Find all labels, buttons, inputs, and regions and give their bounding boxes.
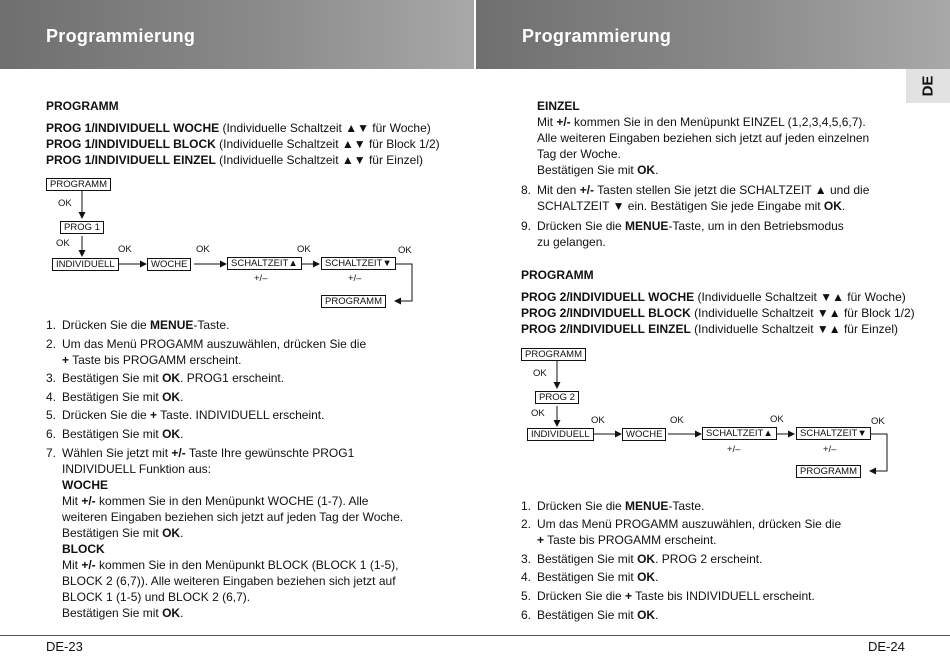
- list-item: 6. Bestätigen Sie mit OK.: [521, 607, 659, 622]
- diagram-woche-box: WOCHE: [622, 428, 666, 441]
- diagram-woche-box: WOCHE: [147, 258, 191, 271]
- diagram-ok-label: OK: [531, 407, 545, 419]
- diagram-ok-label: OK: [533, 367, 547, 379]
- diagram-schaltzeit-down-box: SCHALTZEIT▼: [796, 427, 871, 440]
- list-item: 7. Wählen Sie jetzt mit +/- Taste Ihre gewünschte PROG1 INDIVIDUELL Funktion aus: WOCHE Mit +/- kommen Sie in den Menüpunkt WOCHE (1-7). Alle weiteren Eingaben beziehen sich jetzt auf jeden Tag der Woche. Bestätigen Sie mit OK. BLOCK Mit +/- kommen Sie in den Menüpunkt BLOCK (BLOCK 1 (1-5), BLOCK 2 (6,7)). Alle weiteren Eingaben beziehen sich jetzt auf BLOCK 1 (1-5) und BLOCK 2 (6,7). Bestätigen Sie mit OK.: [46, 445, 404, 620]
- language-tab: [906, 69, 950, 103]
- right-flow-diagram: [521, 348, 901, 486]
- left-flow-arrows: [46, 178, 426, 313]
- diagram-prog-box: PROG 2: [535, 391, 579, 404]
- right-page-header: [476, 0, 950, 69]
- diagram-plusminus-label: +/–: [823, 443, 837, 455]
- right-prog-line: PROG 2/INDIVIDUELL BLOCK (Individuelle Schaltzeit ▼▲ für Block 1/2): [521, 305, 915, 320]
- diagram-schaltzeit-up-box: SCHALTZEIT▲: [227, 257, 302, 270]
- block-heading: BLOCK: [62, 541, 105, 556]
- woche-heading: WOCHE: [62, 477, 108, 492]
- right-steps-list: [521, 498, 906, 623]
- right-header-title: Programmierung: [522, 26, 672, 46]
- list-item: 9. Drücken Sie die MENUE-Taste, um in den Betriebsmodus zu gelangen.: [521, 219, 844, 249]
- list-item: 3. Bestätigen Sie mit OK. PROG1 erscheint.: [46, 371, 285, 386]
- diagram-plusminus-label: +/–: [727, 443, 741, 455]
- left-page-header: [0, 0, 474, 69]
- diagram-schaltzeit-down-box: SCHALTZEIT▼: [321, 257, 396, 270]
- diagram-ok-label: OK: [56, 238, 70, 249]
- left-flow-diagram: [46, 178, 426, 313]
- left-prog-line: PROG 1/INDIVIDUELL WOCHE (Individuelle Schaltzeit ▲▼ für Woche): [46, 121, 431, 135]
- list-item: 4. Bestätigen Sie mit OK.: [521, 570, 659, 585]
- diagram-individuell-box: INDIVIDUELL: [52, 258, 119, 271]
- diagram-ok-label: OK: [398, 245, 412, 256]
- left-header-title: Programmierung: [46, 26, 196, 46]
- diagram-ok-label: OK: [591, 414, 605, 426]
- list-item: 2. Um das Menü PROGAMM auszuwählen, drücken Sie die + Taste bis PROGAMM erscheint.: [521, 517, 842, 548]
- diagram-ok-label: OK: [670, 414, 684, 426]
- diagram-ok-label: OK: [297, 244, 311, 255]
- right-section-heading: PROGRAMM: [521, 267, 594, 282]
- diagram-individuell-box: INDIVIDUELL: [527, 428, 594, 441]
- footer-rule: [0, 635, 950, 636]
- diagram-ok-label: OK: [196, 244, 210, 255]
- list-item: 1. Drücken Sie die MENUE-Taste.: [46, 318, 230, 332]
- list-item: 3. Bestätigen Sie mit OK. PROG 2 erscheint.: [521, 551, 763, 566]
- right-steps-list-top: [521, 182, 906, 250]
- list-item: 6. Bestätigen Sie mit OK.: [46, 426, 184, 441]
- right-page-number: DE-24: [868, 639, 905, 654]
- left-prog-line: PROG 1/INDIVIDUELL EINZEL (Individuelle Schaltzeit ▲▼ für Einzel): [46, 153, 423, 167]
- diagram-ok-label: OK: [871, 415, 885, 427]
- left-page-number: DE-23: [46, 639, 83, 654]
- list-item: 5. Drücken Sie die + Taste bis INDIVIDUELL erscheint.: [521, 588, 815, 603]
- list-item: 2. Um das Menü PROGAMM auszuwählen, drücken Sie die + Taste bis PROGAMM erscheint.: [46, 336, 367, 367]
- right-prog-line: PROG 2/INDIVIDUELL WOCHE (Individuelle Schaltzeit ▼▲ für Woche): [521, 289, 906, 304]
- diagram-ok-label: OK: [58, 198, 72, 209]
- list-item: 1. Drücken Sie die MENUE-Taste.: [521, 498, 705, 513]
- list-item: 8. Mit den +/- Tasten stellen Sie jetzt die SCHALTZEIT ▲ und die SCHALTZEIT ▼ ein. Bestätigen Sie jede Eingabe mit OK.: [521, 183, 870, 213]
- diagram-plusminus-label: +/–: [348, 273, 362, 284]
- diagram-ok-label: OK: [770, 413, 784, 425]
- diagram-schaltzeit-up-box: SCHALTZEIT▲: [702, 427, 777, 440]
- diagram-programm-end-box: PROGRAMM: [321, 295, 386, 308]
- left-steps-list: [46, 317, 466, 621]
- diagram-programm-box: PROGRAMM: [46, 178, 111, 191]
- einzel-heading: EINZEL: [537, 99, 580, 113]
- list-item: 5. Drücken Sie die + Taste. INDIVIDUELL erscheint.: [46, 408, 325, 423]
- list-item: 4. Bestätigen Sie mit OK.: [46, 389, 184, 404]
- language-tab-label: DE: [919, 75, 937, 97]
- diagram-plusminus-label: +/–: [254, 273, 268, 284]
- left-page-content: [46, 98, 466, 623]
- diagram-ok-label: OK: [118, 244, 132, 255]
- left-section-heading: PROGRAMM: [46, 99, 119, 113]
- diagram-programm-end-box: PROGRAMM: [796, 465, 861, 478]
- einzel-block: EINZEL Mit +/- kommen Sie in den Menüpunkt EINZEL (1,2,3,4,5,6,7). Alle weiteren Eingaben beziehen sich jetzt auf jeden einzelnen Tag der Woche. Bestätigen Sie mit OK.: [537, 99, 870, 177]
- diagram-prog-box: PROG 1: [60, 221, 104, 234]
- left-prog-line: PROG 1/INDIVIDUELL BLOCK (Individuelle Schaltzeit ▲▼ für Block 1/2): [46, 137, 440, 151]
- right-page-content: [521, 98, 915, 625]
- diagram-programm-box: PROGRAMM: [521, 348, 586, 361]
- right-prog-line: PROG 2/INDIVIDUELL EINZEL (Individuelle Schaltzeit ▼▲ für Einzel): [521, 321, 898, 336]
